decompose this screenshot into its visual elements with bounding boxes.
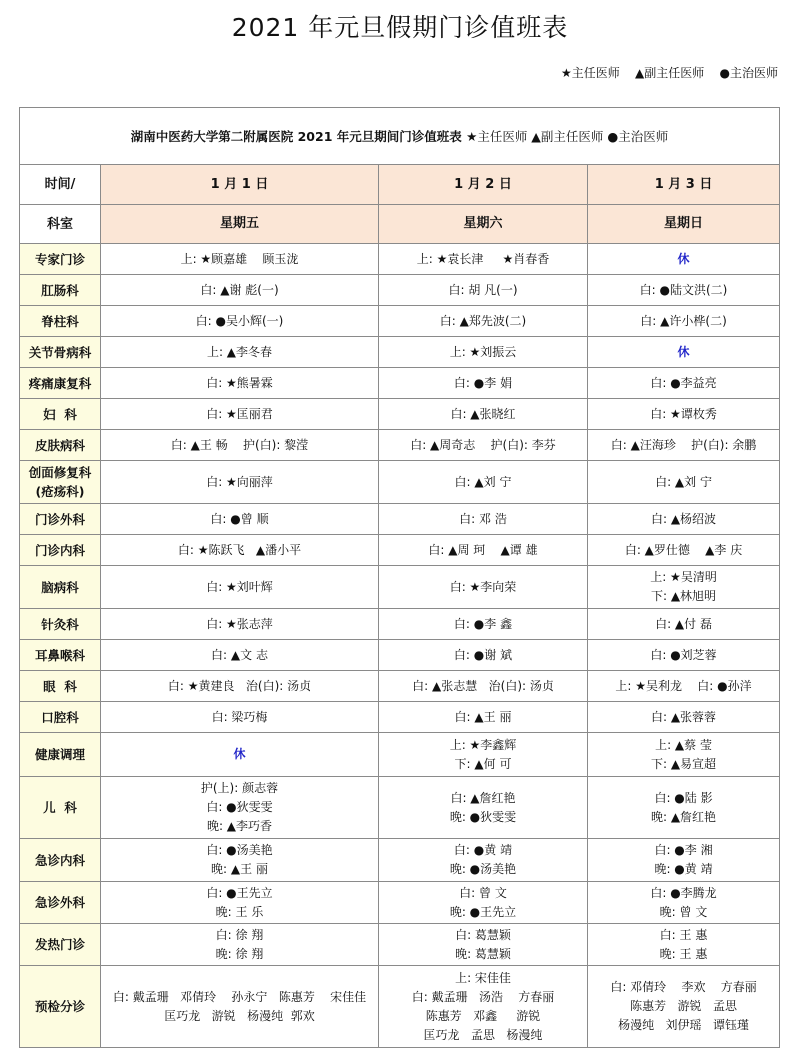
duty-line: 白: ★陈跃飞 ▲潘小平 xyxy=(177,542,302,557)
rest-label: 休 xyxy=(677,251,690,266)
table-row xyxy=(20,640,780,671)
duty-line: 白: ●李 娟 xyxy=(453,375,513,390)
dept-name-line: 脊柱科 xyxy=(41,313,79,329)
duty-line: 下: ▲林旭明 xyxy=(650,589,717,603)
duty-cell xyxy=(379,702,588,733)
dept-name-line: 急诊内科 xyxy=(34,852,85,868)
dept-name-line: 健康调理 xyxy=(34,747,85,762)
duty-cell xyxy=(588,504,780,535)
dept-name xyxy=(20,966,101,1048)
duty-line: 晚: ●狄雯雯 xyxy=(449,809,517,824)
dept-name-line: 专家门诊 xyxy=(34,251,85,267)
dept-name xyxy=(20,430,101,461)
dept-name xyxy=(20,368,101,399)
duty-line: 下: ▲易宣超 xyxy=(650,756,717,771)
duty-cell xyxy=(379,733,588,777)
duty-line: 白: ●曾 顺 xyxy=(210,511,269,526)
duty-line: 白: ●吴小辉(一) xyxy=(195,313,284,328)
duty-cell xyxy=(588,566,780,609)
dept-name xyxy=(20,504,101,535)
date-day1: 1 月 1 日 xyxy=(101,165,379,205)
duty-cell xyxy=(101,671,379,702)
duty-cell xyxy=(101,777,379,839)
duty-line: 匡巧龙 孟思 杨漫纯 xyxy=(423,1027,543,1042)
duty-cell xyxy=(379,566,588,609)
duty-line: 白: ▲文 志 xyxy=(211,647,268,662)
dept-name xyxy=(20,924,101,966)
duty-line: 白: ●李腾龙 xyxy=(650,885,717,900)
duty-cell xyxy=(588,337,780,368)
duty-line: 晚: 王 惠 xyxy=(659,946,708,961)
duty-line: 晚: ▲王 丽 xyxy=(211,862,268,876)
duty-line: 白: ▲詹红艳 xyxy=(450,790,516,805)
duty-cell xyxy=(101,306,379,337)
duty-line: 上: ★袁长津 ★肖春香 xyxy=(416,251,550,266)
dept-name xyxy=(20,839,101,882)
duty-line: 白: ●李 湘 xyxy=(654,843,713,857)
duty-line: 白: 葛慧颖 xyxy=(455,927,511,942)
dept-name xyxy=(20,777,101,839)
dept-name xyxy=(20,702,101,733)
duty-line: 白: 梁巧梅 xyxy=(211,709,268,724)
duty-line: 白: ★张志萍 xyxy=(206,616,273,631)
duty-line: 白: 戴孟珊 汤浩 方春丽 xyxy=(411,989,555,1004)
duty-cell xyxy=(588,733,780,777)
duty-cell xyxy=(101,535,379,566)
dept-name xyxy=(20,640,101,671)
dept-name xyxy=(20,535,101,566)
duty-line: 白: ▲周 珂 ▲谭 雄 xyxy=(428,542,538,557)
duty-cell xyxy=(379,609,588,640)
table-row xyxy=(20,399,780,430)
table-row xyxy=(20,504,780,535)
caption-title: 湖南中医药大学第二附属医院 2021 年元旦期间门诊值班表 xyxy=(130,128,462,144)
date-day2: 1 月 2 日 xyxy=(379,165,588,205)
table-row xyxy=(20,566,780,609)
duty-line: 上: ★吴清明 xyxy=(650,570,717,584)
duty-cell xyxy=(588,702,780,733)
duty-line: 白: ▲汪海珍 护(白): 余鹏 xyxy=(610,437,757,452)
duty-cell xyxy=(101,882,379,924)
dept-name xyxy=(20,275,101,306)
corner-time: 时间/ xyxy=(20,165,101,205)
duty-cell xyxy=(588,430,780,461)
duty-cell xyxy=(379,839,588,882)
table-row xyxy=(20,733,780,777)
duty-line: 白: ▲许小桦(二) xyxy=(640,313,727,328)
duty-line: 白: ●陆 影 xyxy=(654,790,713,805)
duty-cell xyxy=(101,640,379,671)
duty-line: 晚: ▲李巧香 xyxy=(206,819,273,833)
duty-cell xyxy=(379,882,588,924)
duty-line: 白: 戴孟珊 邓倩玲 孙永宁 陈惠芳 宋佳佳 xyxy=(112,989,367,1004)
duty-cell xyxy=(101,337,379,368)
duty-line: 白: ●狄雯雯 xyxy=(206,800,273,814)
duty-line: 白: ★谭枚秀 xyxy=(650,406,717,421)
duty-cell xyxy=(588,368,780,399)
duty-line: 白: ▲张晓红 xyxy=(450,406,516,421)
duty-line: 白: 徐 翔 xyxy=(215,927,264,942)
duty-cell xyxy=(101,504,379,535)
duty-line: 白: ▲周奇志 护(白): 李芬 xyxy=(410,437,556,452)
duty-cell xyxy=(101,275,379,306)
duty-cell xyxy=(101,609,379,640)
dept-name-line: 儿 科 xyxy=(43,800,77,815)
table-row xyxy=(20,966,780,1048)
duty-cell xyxy=(101,839,379,882)
table-row xyxy=(20,839,780,882)
duty-line: 白: ●谢 斌 xyxy=(453,647,513,662)
table-row xyxy=(20,337,780,368)
duty-cell xyxy=(588,882,780,924)
duty-cell xyxy=(588,640,780,671)
duty-cell xyxy=(101,461,379,504)
duty-cell xyxy=(379,640,588,671)
rest-label: 休 xyxy=(233,747,246,761)
page-title: 2021 年元旦假期门诊值班表 xyxy=(231,13,569,42)
duty-line: 上: ★吴利龙 白: ●孙洋 xyxy=(615,678,752,693)
duty-line: 上: ▲李冬春 xyxy=(206,344,273,359)
dept-name-line: 发热门诊 xyxy=(34,937,85,952)
dept-name xyxy=(20,306,101,337)
duty-line: 护(上): 颜志蓉 xyxy=(200,781,279,795)
duty-line: 白: ▲刘 宁 xyxy=(454,474,512,489)
duty-cell xyxy=(379,306,588,337)
duty-cell xyxy=(588,966,780,1048)
dept-name-line: 针灸科 xyxy=(41,616,79,632)
duty-line: 晚: 葛慧颖 xyxy=(455,946,511,961)
dept-name xyxy=(20,609,101,640)
duty-line: 晚: ●汤美艳 xyxy=(449,862,517,876)
duty-cell xyxy=(101,399,379,430)
duty-cell xyxy=(101,368,379,399)
dept-name xyxy=(20,399,101,430)
duty-line: 陈惠芳 游锐 孟思 xyxy=(630,999,737,1013)
duty-cell xyxy=(588,461,780,504)
table-row xyxy=(20,609,780,640)
duty-line: 白: ●刘芝蓉 xyxy=(650,647,717,662)
table-row xyxy=(20,535,780,566)
duty-line: 白: ●李益亮 xyxy=(650,375,717,390)
dept-name-line: 预检分诊 xyxy=(34,999,85,1014)
duty-cell xyxy=(588,399,780,430)
duty-line: 白: ▲张蓉蓉 xyxy=(650,709,717,724)
weekday-day1: 星期五 xyxy=(101,205,379,244)
dept-name-line: 门诊内科 xyxy=(34,542,85,558)
duty-cell xyxy=(101,924,379,966)
duty-cell xyxy=(379,461,588,504)
duty-line: 杨漫纯 刘伊瑶 谭钰瑾 xyxy=(618,1018,749,1032)
duty-cell xyxy=(379,399,588,430)
duty-cell xyxy=(588,924,780,966)
duty-cell xyxy=(588,671,780,702)
rest-label: 休 xyxy=(677,344,690,359)
dept-name xyxy=(20,733,101,777)
table-row xyxy=(20,777,780,839)
dept-name-line: 疼痛康复科 xyxy=(28,375,92,391)
duty-line: 白: ★匡丽君 xyxy=(206,406,273,421)
duty-cell xyxy=(101,566,379,609)
duty-line: 白: ★李向荣 xyxy=(449,579,517,594)
dept-name xyxy=(20,882,101,924)
dept-name xyxy=(20,461,101,504)
dept-name-line: 口腔科 xyxy=(41,709,79,725)
duty-line: 白: 曾 文 xyxy=(459,885,507,900)
duty-line: 白: 邓 浩 xyxy=(459,511,507,526)
table-row xyxy=(20,671,780,702)
duty-line: 白: 胡 凡(一) xyxy=(448,282,518,297)
duty-line: 白: ▲郑先波(二) xyxy=(439,313,527,328)
duty-line: 上: 宋佳佳 xyxy=(455,970,511,985)
dept-name-line: 肛肠科 xyxy=(41,282,79,298)
date-day3: 1 月 3 日 xyxy=(588,165,780,205)
dept-name-line: 创面修复科 xyxy=(28,465,92,480)
dept-name-line: 门诊外科 xyxy=(34,511,85,527)
duty-line: 白: ●陆文洪(二) xyxy=(639,282,728,297)
table-caption xyxy=(20,108,780,165)
duty-cell xyxy=(588,535,780,566)
duty-line: 下: ▲何 可 xyxy=(454,756,512,771)
table-row xyxy=(20,924,780,966)
duty-line: 白: ●汤美艳 xyxy=(206,843,273,857)
dept-name-line: 脑病科 xyxy=(41,579,79,595)
duty-line: 晚: 曾 文 xyxy=(659,904,708,919)
table-row xyxy=(20,882,780,924)
duty-cell xyxy=(379,671,588,702)
duty-line: 匡巧龙 游锐 杨漫纯 郭欢 xyxy=(164,1008,315,1023)
duty-line: 白: ★刘叶辉 xyxy=(206,579,273,594)
duty-line: 白: ▲罗仕德 ▲李 庆 xyxy=(624,542,743,557)
table-row xyxy=(20,275,780,306)
duty-cell xyxy=(588,839,780,882)
duty-cell xyxy=(588,275,780,306)
duty-cell xyxy=(379,535,588,566)
duty-line: 白: ▲张志慧 治(白): 汤贞 xyxy=(412,678,554,693)
dept-name xyxy=(20,671,101,702)
dept-name-line: 关节骨病科 xyxy=(28,344,92,360)
duty-line: 上: ★顾嘉雄 顾玉泷 xyxy=(180,251,299,266)
duty-line: 上: ★刘振云 xyxy=(449,344,517,359)
duty-table xyxy=(19,107,780,1048)
duty-line: 白: ▲付 磊 xyxy=(655,616,712,631)
duty-line: 晚: 徐 翔 xyxy=(215,946,264,961)
caption-legend: ★主任医师 ▲副主任医师 ●主治医师 xyxy=(466,128,669,144)
duty-cell xyxy=(101,244,379,275)
table-row xyxy=(20,244,780,275)
dept-name-line: 眼 科 xyxy=(43,678,77,694)
duty-line: 晚: ▲詹红艳 xyxy=(650,809,717,824)
duty-cell xyxy=(379,777,588,839)
duty-cell xyxy=(588,306,780,337)
duty-cell xyxy=(101,733,379,777)
duty-line: 白: ▲谢 彪(一) xyxy=(200,282,279,297)
duty-cell xyxy=(588,244,780,275)
dept-name-line: 妇 科 xyxy=(43,406,77,422)
duty-cell xyxy=(588,777,780,839)
duty-cell xyxy=(101,966,379,1048)
duty-line: 白: ▲王 畅 护(白): 黎滢 xyxy=(170,437,309,452)
dept-name xyxy=(20,337,101,368)
table-row xyxy=(20,368,780,399)
duty-cell xyxy=(379,275,588,306)
duty-line: 白: ●李 鑫 xyxy=(453,616,513,631)
duty-line: 白: ▲刘 宁 xyxy=(655,474,712,489)
duty-line: 白: ●王先立 xyxy=(206,885,273,900)
legend: ★主任医师 ▲副主任医师 ●主治医师 xyxy=(561,66,778,80)
duty-line: 上: ★李鑫辉 xyxy=(449,737,517,752)
duty-line: 晚: 王 乐 xyxy=(215,904,264,919)
duty-line: 白: 王 惠 xyxy=(659,927,708,942)
duty-line: 白: ▲王 丽 xyxy=(454,709,512,724)
duty-line: 陈惠芳 邓鑫 游锐 xyxy=(425,1008,541,1023)
table-row xyxy=(20,702,780,733)
duty-cell xyxy=(379,337,588,368)
dept-name-line: 皮肤病科 xyxy=(34,437,85,453)
duty-line: 晚: ●王先立 xyxy=(449,904,517,919)
duty-cell xyxy=(379,504,588,535)
table-row xyxy=(20,430,780,461)
weekday-day3: 星期日 xyxy=(588,205,780,244)
weekday-day2: 星期六 xyxy=(379,205,588,244)
duty-cell xyxy=(379,924,588,966)
duty-line: 白: ★向丽萍 xyxy=(206,474,273,489)
dept-name xyxy=(20,244,101,275)
duty-cell xyxy=(379,244,588,275)
dept-name-line: (疮疡科) xyxy=(35,484,85,499)
table-row xyxy=(20,461,780,504)
table-row xyxy=(20,306,780,337)
dept-name xyxy=(20,566,101,609)
duty-line: 白: ★黄建良 治(白): 汤贞 xyxy=(167,678,312,693)
dept-name-line: 急诊外科 xyxy=(34,895,85,910)
duty-cell xyxy=(101,430,379,461)
corner-dept: 科室 xyxy=(20,205,101,244)
duty-cell xyxy=(588,609,780,640)
duty-line: 白: ★熊暑霖 xyxy=(206,375,273,390)
duty-cell xyxy=(379,966,588,1048)
duty-line: 上: ▲蔡 莹 xyxy=(655,737,712,752)
duty-line: 白: ▲杨绍波 xyxy=(650,511,717,526)
duty-line: 白: 邓倩玲 李欢 方春丽 xyxy=(610,980,757,994)
duty-cell xyxy=(379,368,588,399)
duty-line: 晚: ●黄 靖 xyxy=(654,862,713,876)
dept-name-line: 耳鼻喉科 xyxy=(34,647,85,663)
duty-cell xyxy=(379,430,588,461)
duty-line: 白: ●黄 靖 xyxy=(453,843,513,857)
duty-cell xyxy=(101,702,379,733)
